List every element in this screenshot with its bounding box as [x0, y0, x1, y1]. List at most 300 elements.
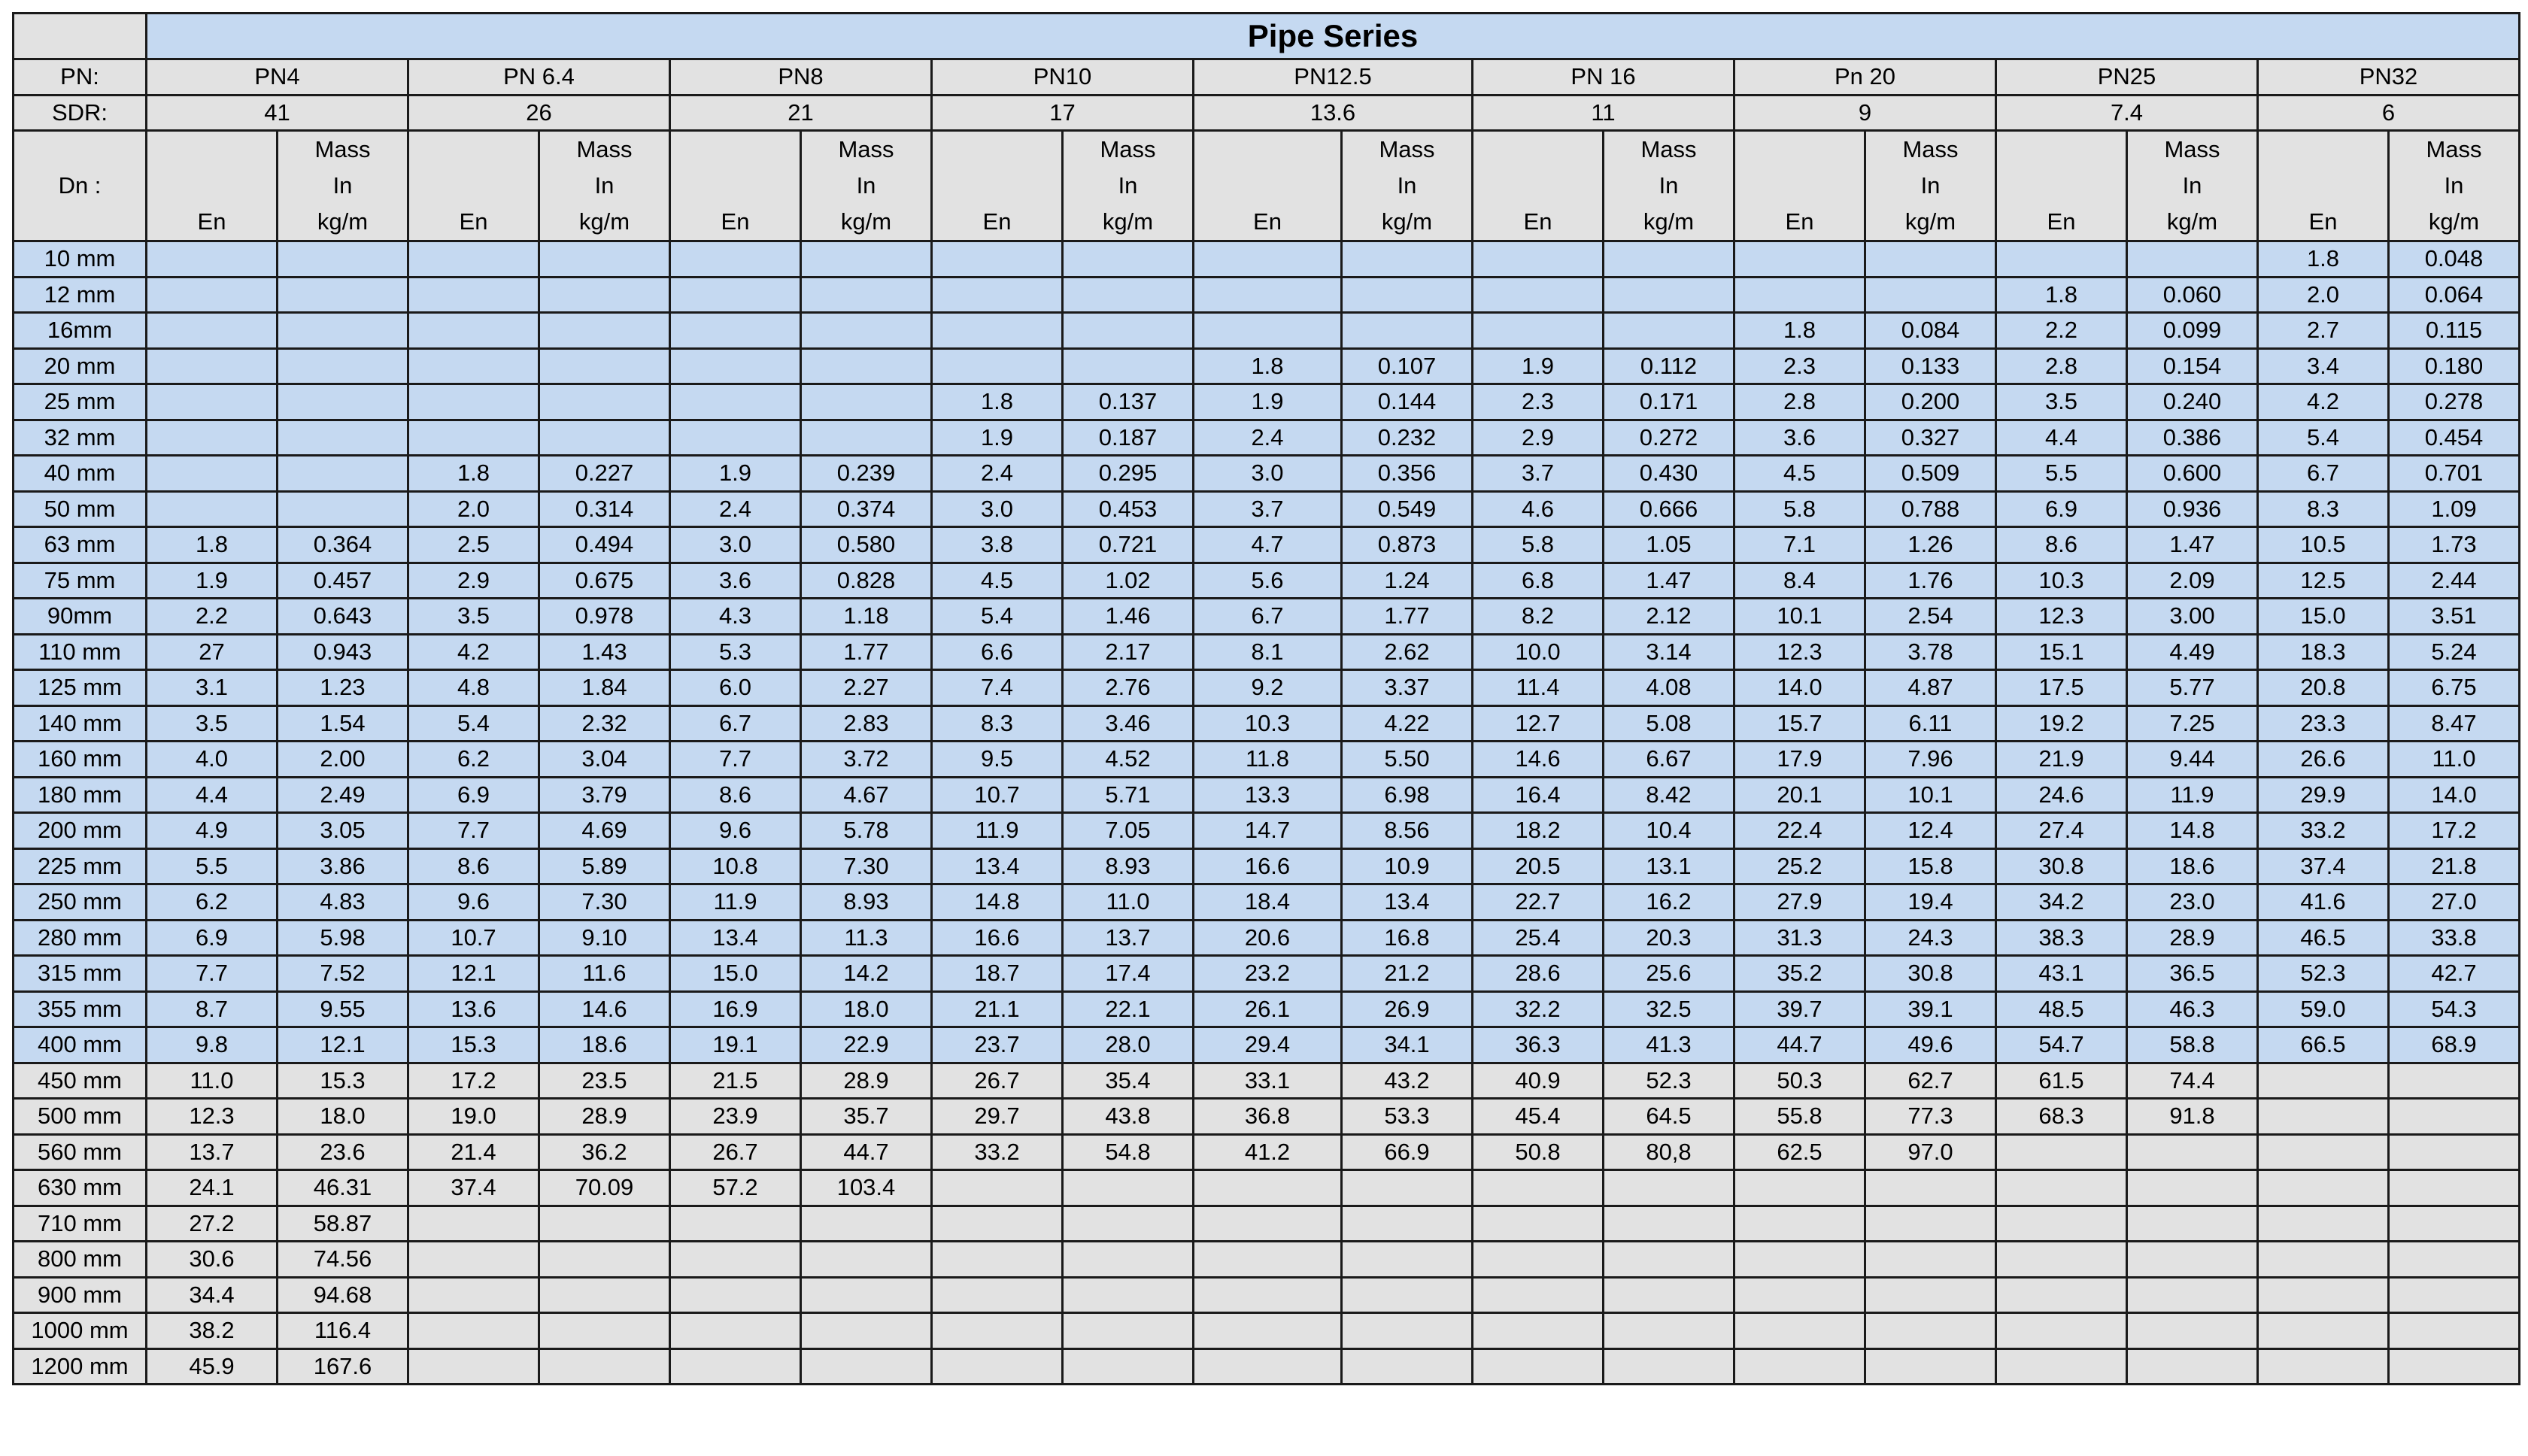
- en-value-cell: [1996, 1206, 2127, 1242]
- mass-value-cell: 2.54: [1865, 599, 1996, 635]
- en-value-cell: 61.5: [1996, 1063, 2127, 1099]
- en-value-cell: 6.2: [147, 884, 278, 921]
- mass-header-cell: [1604, 131, 1734, 241]
- en-value-cell: [408, 420, 539, 456]
- mass-value-cell: [1865, 1170, 1996, 1206]
- mass-value-cell: 1.43: [539, 634, 670, 670]
- en-value-cell: 8.7: [147, 991, 278, 1027]
- en-value-cell: [2258, 1313, 2389, 1349]
- en-value-cell: 33.1: [1194, 1063, 1342, 1099]
- mass-value-cell: 0.701: [2389, 456, 2520, 492]
- mass-value-cell: 0.356: [1342, 456, 1473, 492]
- mass-header-line: Mass: [1379, 136, 1435, 162]
- dn-cell: 560 mm: [14, 1134, 147, 1170]
- en-value-cell: 4.8: [408, 670, 539, 706]
- en-value-cell: [1473, 241, 1604, 278]
- en-value-cell: 7.1: [1734, 527, 1865, 563]
- mass-value-cell: 18.6: [539, 1027, 670, 1063]
- en-header-cell: En: [1473, 131, 1604, 241]
- mass-value-cell: 3.79: [539, 777, 670, 813]
- mass-value-cell: 9.44: [2127, 742, 2258, 778]
- mass-value-cell: [2127, 1134, 2258, 1170]
- mass-value-cell: 7.05: [1063, 813, 1194, 849]
- mass-value-cell: [1604, 1313, 1734, 1349]
- sdr-header-cell: 13.6: [1194, 95, 1473, 131]
- mass-value-cell: [1604, 1242, 1734, 1278]
- en-value-cell: 2.8: [1996, 348, 2127, 384]
- en-value-cell: 1.8: [932, 384, 1063, 420]
- en-value-cell: [1194, 1348, 1342, 1385]
- mass-value-cell: 18.6: [2127, 848, 2258, 884]
- mass-header-line: In: [1659, 172, 1679, 199]
- mass-value-cell: 36.2: [539, 1134, 670, 1170]
- en-value-cell: 13.4: [932, 848, 1063, 884]
- mass-value-cell: 7.96: [1865, 742, 1996, 778]
- mass-value-cell: [2127, 1170, 2258, 1206]
- en-value-cell: 50.8: [1473, 1134, 1604, 1170]
- mass-value-cell: 0.187: [1063, 420, 1194, 456]
- en-value-cell: 10.5: [2258, 527, 2389, 563]
- en-value-cell: 10.8: [670, 848, 801, 884]
- mass-header-line: Mass: [2426, 136, 2482, 162]
- mass-header-line: kg/m: [2428, 208, 2480, 235]
- mass-value-cell: [278, 277, 408, 313]
- mass-value-cell: 64.5: [1604, 1099, 1734, 1135]
- mass-value-cell: 18.0: [278, 1099, 408, 1135]
- mass-value-cell: [1342, 1313, 1473, 1349]
- en-value-cell: 6.9: [1996, 491, 2127, 527]
- mass-value-cell: [1063, 1277, 1194, 1313]
- mass-value-cell: [2389, 1099, 2520, 1135]
- mass-value-cell: 70.09: [539, 1170, 670, 1206]
- en-value-cell: 36.3: [1473, 1027, 1604, 1063]
- en-value-cell: 9.5: [932, 742, 1063, 778]
- mass-value-cell: 35.7: [801, 1099, 932, 1135]
- en-value-cell: [408, 384, 539, 420]
- sdr-header-cell: 17: [932, 95, 1194, 131]
- en-value-cell: 14.7: [1194, 813, 1342, 849]
- mass-value-cell: 3.14: [1604, 634, 1734, 670]
- mass-value-cell: 1.73: [2389, 527, 2520, 563]
- mass-header-line: In: [1118, 172, 1138, 199]
- mass-value-cell: [1865, 1277, 1996, 1313]
- sdr-row: [14, 95, 2520, 131]
- mass-value-cell: 8.56: [1342, 813, 1473, 849]
- en-header-cell: En: [1996, 131, 2127, 241]
- en-value-cell: [932, 1206, 1063, 1242]
- mass-value-cell: 3.00: [2127, 599, 2258, 635]
- mass-value-cell: 35.4: [1063, 1063, 1194, 1099]
- en-value-cell: [1473, 1313, 1604, 1349]
- en-value-cell: 14.6: [1473, 742, 1604, 778]
- en-value-cell: [932, 313, 1063, 349]
- mass-value-cell: 0.314: [539, 491, 670, 527]
- sdr-header-cell: 41: [147, 95, 408, 131]
- en-value-cell: 11.9: [932, 813, 1063, 849]
- mass-value-cell: 0.099: [2127, 313, 2258, 349]
- mass-value-cell: [539, 384, 670, 420]
- mass-value-cell: [801, 1277, 932, 1313]
- en-value-cell: 25.2: [1734, 848, 1865, 884]
- en-value-cell: 3.7: [1194, 491, 1342, 527]
- mass-value-cell: 53.3: [1342, 1099, 1473, 1135]
- en-header-cell: En: [408, 131, 539, 241]
- table-row: [14, 813, 2520, 849]
- mass-value-cell: [2127, 1313, 2258, 1349]
- en-value-cell: 2.0: [2258, 277, 2389, 313]
- en-value-cell: 4.2: [408, 634, 539, 670]
- en-value-cell: 20.6: [1194, 920, 1342, 956]
- dn-cell: 40 mm: [14, 456, 147, 492]
- dn-cell: 355 mm: [14, 991, 147, 1027]
- table-row: [14, 670, 2520, 706]
- sdr-header-cell: 7.4: [1996, 95, 2258, 131]
- mass-value-cell: 9.55: [278, 991, 408, 1027]
- mass-value-cell: [801, 420, 932, 456]
- en-value-cell: [1996, 1348, 2127, 1385]
- en-value-cell: 44.7: [1734, 1027, 1865, 1063]
- en-value-cell: [1734, 1313, 1865, 1349]
- mass-value-cell: 41.3: [1604, 1027, 1734, 1063]
- mass-value-cell: [1342, 1242, 1473, 1278]
- mass-value-cell: 3.05: [278, 813, 408, 849]
- en-value-cell: 15.0: [670, 956, 801, 992]
- mass-value-cell: 66.9: [1342, 1134, 1473, 1170]
- table-body: [14, 241, 2520, 1385]
- mass-value-cell: 74.56: [278, 1242, 408, 1278]
- mass-value-cell: 33.8: [2389, 920, 2520, 956]
- dn-cell: 140 mm: [14, 705, 147, 742]
- mass-value-cell: 39.1: [1865, 991, 1996, 1027]
- mass-value-cell: [1063, 1348, 1194, 1385]
- mass-value-cell: 27.0: [2389, 884, 2520, 921]
- mass-value-cell: 0.374: [801, 491, 932, 527]
- mass-value-cell: 0.048: [2389, 241, 2520, 278]
- mass-value-cell: 1.18: [801, 599, 932, 635]
- en-value-cell: 6.9: [408, 777, 539, 813]
- en-value-cell: 6.9: [147, 920, 278, 956]
- en-value-cell: [1194, 313, 1342, 349]
- mass-value-cell: 0.509: [1865, 456, 1996, 492]
- mass-value-cell: 14.6: [539, 991, 670, 1027]
- en-value-cell: 46.5: [2258, 920, 2389, 956]
- sdr-header-cell: 21: [670, 95, 932, 131]
- en-value-cell: [1996, 1134, 2127, 1170]
- dn-cell: 280 mm: [14, 920, 147, 956]
- en-value-cell: 26.1: [1194, 991, 1342, 1027]
- en-value-cell: [1734, 1348, 1865, 1385]
- mass-header-line: Mass: [1902, 136, 1959, 162]
- en-value-cell: 17.2: [408, 1063, 539, 1099]
- table-row: [14, 1348, 2520, 1385]
- en-value-cell: 14.0: [1734, 670, 1865, 706]
- en-value-cell: [670, 1242, 801, 1278]
- en-value-cell: [1194, 1242, 1342, 1278]
- mass-value-cell: 5.98: [278, 920, 408, 956]
- en-value-cell: [1473, 277, 1604, 313]
- mass-value-cell: 0.600: [2127, 456, 2258, 492]
- en-value-cell: [1996, 1313, 2127, 1349]
- mass-header-line: kg/m: [578, 208, 630, 235]
- table-row: [14, 599, 2520, 635]
- mass-value-cell: 43.8: [1063, 1099, 1194, 1135]
- pn-label: PN:: [14, 59, 147, 96]
- dn-cell: 180 mm: [14, 777, 147, 813]
- mass-value-cell: 58.87: [278, 1206, 408, 1242]
- mass-value-cell: 23.0: [2127, 884, 2258, 921]
- en-value-cell: 7.7: [147, 956, 278, 992]
- table-row: [14, 313, 2520, 349]
- dn-cell: 160 mm: [14, 742, 147, 778]
- mass-value-cell: 0.494: [539, 527, 670, 563]
- mass-header-line: Mass: [2164, 136, 2220, 162]
- en-value-cell: [408, 348, 539, 384]
- mass-value-cell: [801, 348, 932, 384]
- mass-value-cell: 4.83: [278, 884, 408, 921]
- en-value-cell: 1.9: [147, 563, 278, 599]
- mass-value-cell: [539, 1277, 670, 1313]
- mass-value-cell: 0.453: [1063, 491, 1194, 527]
- dn-cell: 1000 mm: [14, 1313, 147, 1349]
- mass-value-cell: [1342, 1170, 1473, 1206]
- en-value-cell: [670, 277, 801, 313]
- en-value-cell: 22.4: [1734, 813, 1865, 849]
- mass-header-cell: [2127, 131, 2258, 241]
- mass-value-cell: [1063, 1170, 1194, 1206]
- en-value-cell: 62.5: [1734, 1134, 1865, 1170]
- mass-header-line: kg/m: [2166, 208, 2218, 235]
- en-value-cell: 17.9: [1734, 742, 1865, 778]
- mass-value-cell: 16.8: [1342, 920, 1473, 956]
- table-row: [14, 848, 2520, 884]
- mass-value-cell: 30.8: [1865, 956, 1996, 992]
- en-value-cell: 17.5: [1996, 670, 2127, 706]
- mass-value-cell: 28.9: [2127, 920, 2258, 956]
- mass-value-cell: [2389, 1170, 2520, 1206]
- mass-header-line: kg/m: [840, 208, 892, 235]
- en-header-cell: En: [932, 131, 1063, 241]
- mass-value-cell: 5.50: [1342, 742, 1473, 778]
- mass-value-cell: 12.4: [1865, 813, 1996, 849]
- mass-value-cell: 21.8: [2389, 848, 2520, 884]
- mass-value-cell: 0.060: [2127, 277, 2258, 313]
- en-value-cell: [1734, 1242, 1865, 1278]
- mass-value-cell: 2.27: [801, 670, 932, 706]
- mass-value-cell: 103.4: [801, 1170, 932, 1206]
- en-value-cell: [670, 1348, 801, 1385]
- en-value-cell: [932, 277, 1063, 313]
- en-value-cell: 4.5: [932, 563, 1063, 599]
- en-value-cell: 1.9: [670, 456, 801, 492]
- mass-value-cell: 11.3: [801, 920, 932, 956]
- mass-value-cell: [539, 1313, 670, 1349]
- en-value-cell: 40.9: [1473, 1063, 1604, 1099]
- mass-value-cell: 7.25: [2127, 705, 2258, 742]
- en-value-cell: 32.2: [1473, 991, 1604, 1027]
- mass-value-cell: 12.1: [278, 1027, 408, 1063]
- en-value-cell: 50.3: [1734, 1063, 1865, 1099]
- mass-value-cell: 9.10: [539, 920, 670, 956]
- mass-value-cell: 7.30: [539, 884, 670, 921]
- mass-value-cell: [1604, 1348, 1734, 1385]
- mass-value-cell: 14.2: [801, 956, 932, 992]
- en-value-cell: 9.8: [147, 1027, 278, 1063]
- en-value-cell: 21.1: [932, 991, 1063, 1027]
- en-value-cell: 27.2: [147, 1206, 278, 1242]
- en-value-cell: 45.9: [147, 1348, 278, 1385]
- mass-header-line: Mass: [1100, 136, 1156, 162]
- mass-value-cell: 0.873: [1342, 527, 1473, 563]
- en-value-cell: 18.3: [2258, 634, 2389, 670]
- en-value-cell: [670, 384, 801, 420]
- en-value-cell: [1194, 277, 1342, 313]
- mass-value-cell: [1342, 1348, 1473, 1385]
- mass-value-cell: 6.11: [1865, 705, 1996, 742]
- mass-value-cell: 6.98: [1342, 777, 1473, 813]
- mass-value-cell: 2.49: [278, 777, 408, 813]
- mass-value-cell: [1063, 348, 1194, 384]
- en-value-cell: 8.6: [670, 777, 801, 813]
- en-value-cell: 21.5: [670, 1063, 801, 1099]
- en-value-cell: 2.7: [2258, 313, 2389, 349]
- mass-value-cell: [539, 313, 670, 349]
- en-value-cell: 1.9: [1194, 384, 1342, 420]
- en-value-cell: 68.3: [1996, 1099, 2127, 1135]
- en-value-cell: 27: [147, 634, 278, 670]
- mass-value-cell: 3.86: [278, 848, 408, 884]
- en-value-cell: 6.6: [932, 634, 1063, 670]
- mass-value-cell: 42.7: [2389, 956, 2520, 992]
- mass-value-cell: 0.227: [539, 456, 670, 492]
- mass-value-cell: 58.8: [2127, 1027, 2258, 1063]
- mass-value-cell: [1063, 241, 1194, 278]
- en-value-cell: 2.9: [1473, 420, 1604, 456]
- mass-value-cell: 0.666: [1604, 491, 1734, 527]
- table-row: [14, 884, 2520, 921]
- en-value-cell: 3.7: [1473, 456, 1604, 492]
- mass-value-cell: 0.936: [2127, 491, 2258, 527]
- en-value-cell: [1473, 1277, 1604, 1313]
- mass-value-cell: 13.1: [1604, 848, 1734, 884]
- table-row: [14, 456, 2520, 492]
- en-value-cell: 2.4: [670, 491, 801, 527]
- mass-value-cell: [1063, 1313, 1194, 1349]
- mass-value-cell: 8.93: [1063, 848, 1194, 884]
- mass-value-cell: 0.580: [801, 527, 932, 563]
- mass-value-cell: 21.2: [1342, 956, 1473, 992]
- en-value-cell: [147, 384, 278, 420]
- en-value-cell: [670, 420, 801, 456]
- en-value-cell: 10.0: [1473, 634, 1604, 670]
- mass-value-cell: 11.9: [2127, 777, 2258, 813]
- sdr-header-cell: 9: [1734, 95, 1996, 131]
- mass-value-cell: 0.327: [1865, 420, 1996, 456]
- mass-value-cell: 0.115: [2389, 313, 2520, 349]
- en-value-cell: [670, 1206, 801, 1242]
- mass-value-cell: 97.0: [1865, 1134, 1996, 1170]
- mass-value-cell: [2127, 1348, 2258, 1385]
- en-value-cell: [2258, 1206, 2389, 1242]
- en-value-cell: 3.5: [408, 599, 539, 635]
- mass-header-line: Mass: [576, 136, 633, 162]
- en-value-cell: 4.0: [147, 742, 278, 778]
- en-value-cell: [932, 1348, 1063, 1385]
- en-value-cell: 10.3: [1996, 563, 2127, 599]
- mass-header-line: In: [2182, 172, 2202, 199]
- en-value-cell: 26.6: [2258, 742, 2389, 778]
- en-value-cell: [670, 313, 801, 349]
- mass-value-cell: [278, 241, 408, 278]
- en-value-cell: [670, 1277, 801, 1313]
- mass-value-cell: 0.675: [539, 563, 670, 599]
- en-value-cell: [2258, 1099, 2389, 1135]
- mass-value-cell: 0.430: [1604, 456, 1734, 492]
- en-value-cell: 9.6: [670, 813, 801, 849]
- table-row: [14, 1099, 2520, 1135]
- mass-value-cell: 1.54: [278, 705, 408, 742]
- mass-value-cell: [1865, 241, 1996, 278]
- table-row: [14, 742, 2520, 778]
- en-value-cell: 28.6: [1473, 956, 1604, 992]
- en-value-cell: 38.3: [1996, 920, 2127, 956]
- mass-value-cell: [1604, 277, 1734, 313]
- table-row: [14, 1063, 2520, 1099]
- mass-value-cell: 1.09: [2389, 491, 2520, 527]
- en-value-cell: 15.0: [2258, 599, 2389, 635]
- mass-value-cell: 1.84: [539, 670, 670, 706]
- table-row: [14, 1242, 2520, 1278]
- mass-value-cell: [539, 348, 670, 384]
- mass-value-cell: 77.3: [1865, 1099, 1996, 1135]
- mass-value-cell: 62.7: [1865, 1063, 1996, 1099]
- en-value-cell: [1734, 277, 1865, 313]
- mass-value-cell: 43.2: [1342, 1063, 1473, 1099]
- mass-value-cell: 3.78: [1865, 634, 1996, 670]
- en-value-cell: [1996, 1277, 2127, 1313]
- sdr-header-cell: 6: [2258, 95, 2520, 131]
- mass-value-cell: 2.76: [1063, 670, 1194, 706]
- en-value-cell: 8.6: [1996, 527, 2127, 563]
- mass-value-cell: 14.8: [2127, 813, 2258, 849]
- mass-value-cell: 6.67: [1604, 742, 1734, 778]
- mass-value-cell: [1604, 313, 1734, 349]
- en-value-cell: 3.4: [2258, 348, 2389, 384]
- en-value-cell: 24.1: [147, 1170, 278, 1206]
- en-value-cell: [408, 1348, 539, 1385]
- mass-value-cell: 1.47: [1604, 563, 1734, 599]
- en-value-cell: [408, 313, 539, 349]
- mass-value-cell: 28.9: [539, 1099, 670, 1135]
- mass-header-cell: [278, 131, 408, 241]
- mass-value-cell: 0.386: [2127, 420, 2258, 456]
- mass-value-cell: 11.6: [539, 956, 670, 992]
- table-row: [14, 1134, 2520, 1170]
- en-value-cell: 7.7: [408, 813, 539, 849]
- mass-value-cell: 4.67: [801, 777, 932, 813]
- en-value-cell: 3.5: [1996, 384, 2127, 420]
- mass-value-cell: 2.62: [1342, 634, 1473, 670]
- dn-label: Dn :: [14, 131, 147, 241]
- dn-cell: 450 mm: [14, 1063, 147, 1099]
- mass-value-cell: 1.76: [1865, 563, 1996, 599]
- mass-value-cell: [2389, 1313, 2520, 1349]
- en-value-cell: [147, 348, 278, 384]
- mass-value-cell: 25.6: [1604, 956, 1734, 992]
- mass-header-line: kg/m: [317, 208, 369, 235]
- en-value-cell: 13.6: [408, 991, 539, 1027]
- table-row: [14, 563, 2520, 599]
- mass-value-cell: 24.3: [1865, 920, 1996, 956]
